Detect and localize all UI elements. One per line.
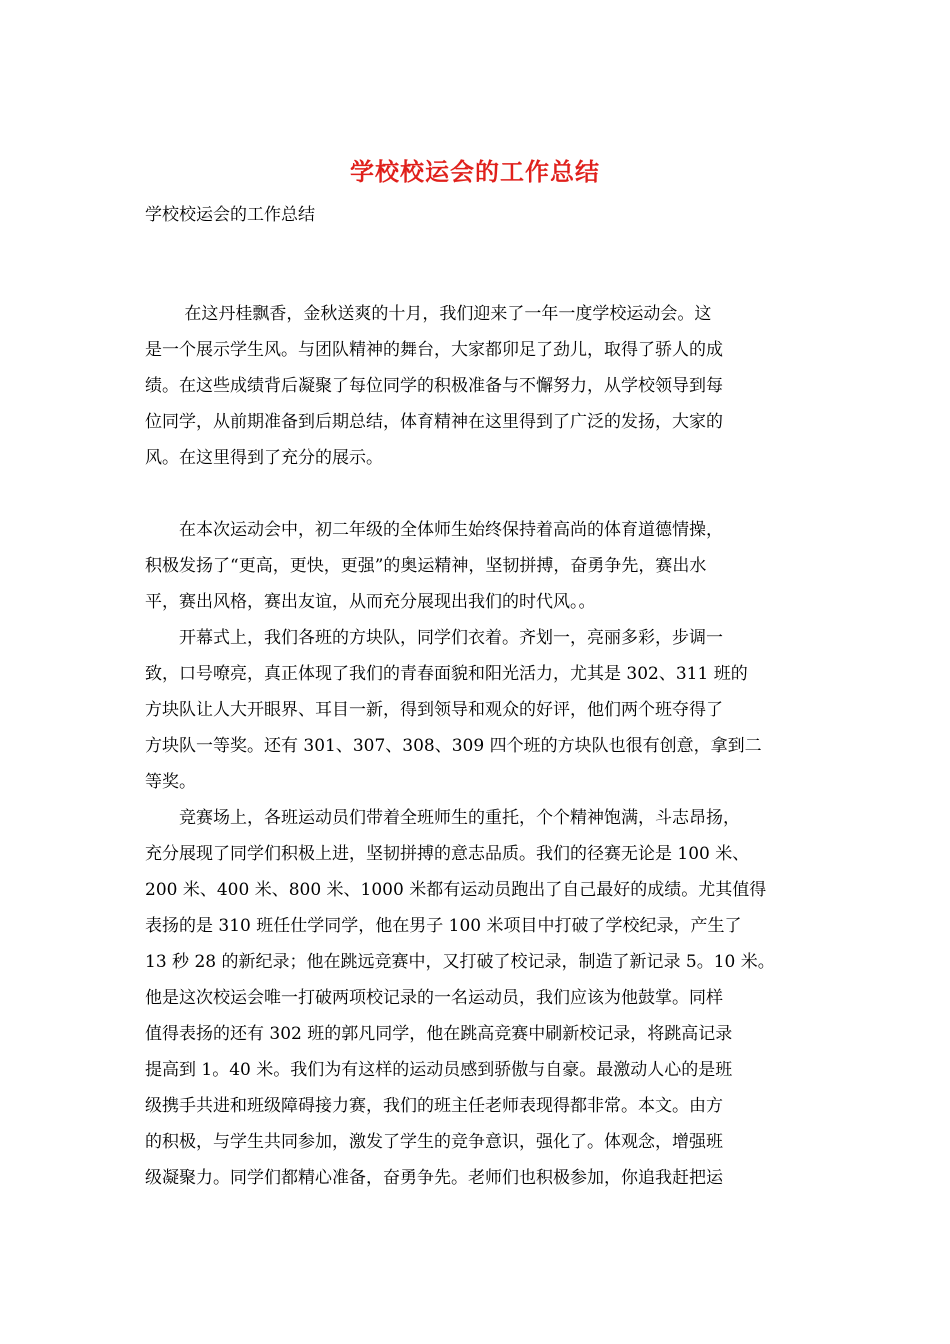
text-line: 方块队让人大开眼界、耳目一新，得到领导和观众的好评，他们两个班夺得了 [145,700,723,720]
text-line: 充分展现了同学们积极上进，坚韧拼搏的意志品质。我们的径赛无论是 100 米、 [145,844,750,864]
text-line: 竞赛场上，各班运动员们带着全班师生的重托，个个精神饱满，斗志昂扬， [145,808,740,828]
text-line: 在这丹桂飘香，金秋送爽的十月，我们迎来了一年一度学校运动会。这 [145,304,712,324]
text-line: 提高到 1。40 米。我们为有这样的运动员感到骄傲与自豪。最激动人心的是班 [145,1060,733,1080]
text-line: 方块队一等奖。还有 301、307、308、309 四个班的方块队也很有创意，拿到二 [145,736,762,756]
text-line: 是一个展示学生风。与团队精神的舞台，大家都卯足了劲儿，取得了骄人的成 [145,340,723,360]
text-line: 的积极，与学生共同参加，激发了学生的竞争意识，强化了。体观念，增强班 [145,1132,723,1152]
document-subtitle: 学校校运会的工作总结 [145,205,315,225]
text-line: 等奖。 [145,772,196,792]
text-line: 积极发扬了“更高，更快，更强”的奥运精神，坚韧拼搏，奋勇争先，赛出水 [145,556,707,576]
text-line: 致，口号嘹亮，真正体现了我们的青春面貌和阳光活力，尤其是 302、311 班的 [145,664,748,684]
text-line: 平，赛出风格，赛出友谊，从而充分展现出我们的时代风。。 [145,592,596,612]
paragraph-2 [145,512,810,1196]
text-line: 200 米、400 米、800 米、1000 米都有运动员跑出了自己最好的成绩。尤其值得 [145,880,767,900]
text-line: 级凝聚力。同学们都精心准备，奋勇争先。老师们也积极参加，你追我赶把运 [145,1168,723,1188]
text-line: 绩。在这些成绩背后凝聚了每位同学的积极准备与不懈努力，从学校领导到每 [145,376,723,396]
text-line: 开幕式上，我们各班的方块队，同学们衣着。齐划一，亮丽多彩，步调一 [145,628,723,648]
document-title: 学校校运会的工作总结 [350,157,600,186]
text-line: 在本次运动会中，初二年级的全体师生始终保持着高尚的体育道德情操， [145,520,723,540]
paragraph-1 [145,296,810,476]
text-line: 级携手共进和班级障碍接力赛，我们的班主任老师表现得都非常。本文。由方 [145,1096,723,1116]
text-line: 表扬的是 310 班任仕学同学，他在男子 100 米项目中打破了学校纪录，产生了 [145,916,742,936]
text-line: 值得表扬的还有 302 班的郭凡同学，他在跳高竞赛中刷新校记录，将跳高记录 [145,1024,733,1044]
text-line: 风。在这里得到了充分的展示。 [145,448,383,468]
text-line: 位同学，从前期准备到后期总结，体育精神在这里得到了广泛的发扬，大家的 [145,412,723,432]
text-line: 13 秒 28 的新纪录；他在跳远竞赛中，又打破了校记录，制造了新记录 5。10 米。 [145,952,775,972]
text-line: 他是这次校运会唯一打破两项校记录的一名运动员，我们应该为他鼓掌。同样 [145,988,723,1008]
